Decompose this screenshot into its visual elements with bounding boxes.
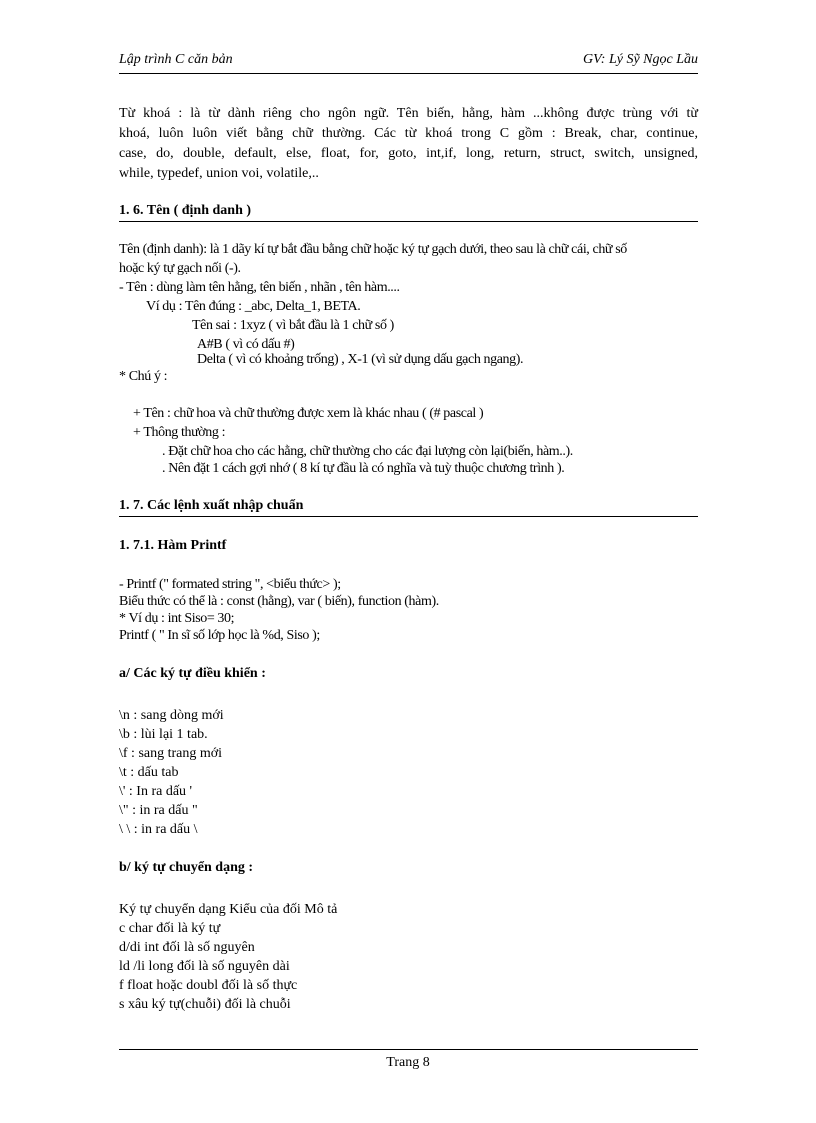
section-16-rule bbox=[119, 221, 698, 222]
keywords-line-3: case, do, double, default, else, float, for, goto, int,if, long, return, struct, switch, unsigned, bbox=[119, 146, 698, 161]
s16-line-4: Ví dụ : Tên đúng : _abc, Delta_1, BETA. bbox=[146, 299, 361, 314]
s16-line-2: hoặc ký tự gạch nối (-). bbox=[119, 261, 241, 276]
s16-line-8: * Chú ý : bbox=[119, 369, 168, 384]
s16-line-5: Tên sai : 1xyz ( vì bắt đầu là 1 chữ số ) bbox=[192, 318, 394, 333]
control-line-6: \" : in ra dấu " bbox=[119, 803, 198, 818]
header-left: Lập trình C căn bản bbox=[119, 52, 233, 67]
keywords-line-1: Từ khoá : là từ dành riêng cho ngôn ngữ. Tên biến, hằng, hàm ...không được trùng với từ bbox=[119, 106, 698, 121]
s16-line-10: + Thông thường : bbox=[133, 425, 226, 440]
section-171-title: 1. 7.1. Hàm Printf bbox=[119, 538, 227, 553]
control-line-1: \n : sang dòng mới bbox=[119, 708, 224, 723]
format-line-3: d/di int đối là số nguyên bbox=[119, 940, 255, 955]
format-line-4: ld /li long đối là số nguyên dài bbox=[119, 959, 290, 974]
control-line-7: \ \ : in ra dấu \ bbox=[119, 822, 198, 837]
format-line-2: c char đối là ký tự bbox=[119, 921, 221, 936]
control-line-3: \f : sang trang mới bbox=[119, 746, 223, 761]
s16-line-3: - Tên : dùng làm tên hằng, tên biến , nhãn , tên hàm.... bbox=[119, 280, 400, 295]
section-16-title: 1. 6. Tên ( định danh ) bbox=[119, 203, 252, 218]
control-line-4: \t : dấu tab bbox=[119, 765, 179, 780]
keywords-line-2: khoá, luôn luôn viết bằng chữ thường. Các từ khoá trong C gồm : Break, char, continue, bbox=[119, 126, 698, 141]
control-line-2: \b : lùi lại 1 tab. bbox=[119, 727, 208, 742]
format-chars-title: b/ ký tự chuyển dạng : bbox=[119, 860, 254, 875]
s16-line-12: . Nên đặt 1 cách gợi nhớ ( 8 kí tự đầu là có nghĩa và tuỳ thuộc chương trình ). bbox=[162, 461, 565, 476]
printf-line-3: * Ví dụ : int Siso= 30; bbox=[119, 611, 235, 626]
format-line-5: f float hoặc doubl đối là số thực bbox=[119, 978, 298, 993]
format-line-1: Ký tự chuyển dạng Kiểu của đối Mô tả bbox=[119, 902, 338, 917]
printf-line-4: Printf ( " In sĩ số lớp học là %d, Siso ); bbox=[119, 628, 320, 643]
s16-line-9: + Tên : chữ hoa và chữ thường được xem là khác nhau ( (# pascal ) bbox=[133, 406, 484, 421]
section-17-rule bbox=[119, 516, 698, 517]
s16-line-11: . Đặt chữ hoa cho các hằng, chữ thường cho các đại lượng còn lại(biến, hàm..). bbox=[162, 444, 573, 459]
footer-rule bbox=[119, 1049, 698, 1050]
section-17-title: 1. 7. Các lệnh xuất nhập chuẩn bbox=[119, 498, 304, 513]
s16-line-7: Delta ( vì có khoảng trống) , X-1 (vì sử dụng dấu gạch ngang). bbox=[197, 352, 524, 367]
page-number: Trang 8 bbox=[386, 1055, 430, 1070]
s16-line-1: Tên (định danh): là 1 dãy kí tự bắt đầu bằng chữ hoặc ký tự gạch dưới, theo sau là chữ cái, chữ số bbox=[119, 242, 627, 257]
printf-line-2: Biểu thức có thể là : const (hằng), var ( biến), function (hàm). bbox=[119, 594, 439, 609]
control-chars-title: a/ Các ký tự điều khiển : bbox=[119, 666, 266, 681]
printf-line-1: - Printf (" formated string ", <biểu thức> ); bbox=[119, 577, 341, 592]
control-line-5: \' : In ra dấu ' bbox=[119, 784, 193, 799]
header-rule bbox=[119, 73, 698, 74]
s16-line-6: A#B ( vì có dấu #) bbox=[197, 337, 295, 352]
header-right: GV: Lý Sỹ Ngọc Lầu bbox=[583, 52, 698, 67]
format-line-6: s xâu ký tự(chuỗi) đối là chuỗi bbox=[119, 997, 291, 1012]
keywords-line-4: while, typedef, union voi, volatile,.. bbox=[119, 166, 319, 181]
